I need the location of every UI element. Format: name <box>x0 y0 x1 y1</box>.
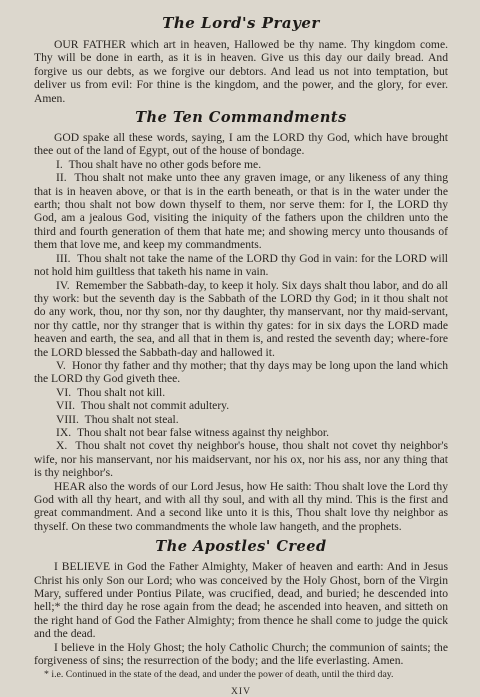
commandment-5 <box>34 359 448 386</box>
commandment-text: Thou shalt not covet thy neighbor's house, thou shalt not covet thy neighbor's wife, nor his manservant, nor his maidservant, nor his ox, nor his ass, nor any thing that is thy neighbor's. <box>34 439 448 480</box>
page-number: XIV <box>231 687 251 697</box>
commandment-text: Honor thy father and thy mother; that thy days may be long upon the land which the LORD thy God giveth thee. <box>34 358 448 386</box>
great-commandment-summary: HEAR also the words of our Lord Jesus, how He saith: Thou shalt love the Lord thy God with all thy heart, and with all thy soul, and with all thy mind. This is the first and great commandment. And a second like unto it is this, Thou shalt love thy neighbor as thyself. On these two commandments the whole law hangeth, and the prophets. <box>34 479 448 533</box>
commandment-3 <box>34 252 448 279</box>
lords-prayer-title: The Lord's Prayer <box>162 14 320 32</box>
commandment-8 <box>34 413 448 426</box>
commandment-num: IX. <box>56 425 72 439</box>
commandment-text: Thou shalt not make unto thee any graven image, or any likeness of any thing that is in heaven above, or that is in the earth beneath, or that is in the water under the earth; thou shalt not bow down thyself to them, nor serve them: for I, the LORD thy God, am a jealous God, visiting the iniquity of the fathers upon the children unto the third and fourth generation of them that hate me; and showing mercy unto thousands of them that love me, and keep my commandments. <box>34 171 449 252</box>
commandment-num: I. <box>56 157 63 171</box>
commandments-intro: GOD spake all these words, saying, I am the LORD thy God, which have brought thee out of the land of Egypt, out of the house of bondage. <box>34 131 448 158</box>
commandment-num: V. <box>56 358 66 372</box>
lords-prayer-text: OUR FATHER which art in heaven, Hallowed be thy name. Thy kingdom come. Thy will be done in earth, as it is in heaven. Give us this day our daily bread. And forgive us our debts, as we forgive our debtors. And lead us not into temptation, but deliver us from evil: For thine is the kingdom, and the power, and the glory, for ever. Amen. <box>34 38 448 105</box>
commandment-num: X. <box>56 439 68 453</box>
creed-footnote: * i.e. Continued in the state of the dead, and under the power of death, until the third day. <box>44 669 394 681</box>
commandments-list <box>34 158 448 480</box>
creed-paragraph-1: I BELIEVE in God the Father Almighty, Maker of heaven and earth: And in Jesus Christ his only Son our Lord; who was conceived by the Holy Ghost, born of the Virgin Mary, suffered under Pontius Pilate, was crucified, dead, and buried; he descended into hell;* the third day he rose again from the dead; he ascended into heaven, and sitteth on the right hand of God the Father Almighty; from thence he shall come to judge the quick and the dead. <box>34 560 448 641</box>
commandment-text: Thou shalt not bear false witness against thy neighbor. <box>76 425 330 439</box>
commandment-10 <box>34 439 448 479</box>
commandment-text: Thou shalt not commit adultery. <box>80 399 230 413</box>
commandment-num: VIII. <box>56 412 79 426</box>
commandment-num: III. <box>56 251 71 265</box>
commandment-7 <box>34 399 448 412</box>
commandment-text: Remember the Sabbath-day, to keep it holy. Six days shalt thou labor, and do all thy work: but the seventh day is the Sabbath of the LORD thy God; in it thou shalt not do any work, thou, nor thy son, nor thy daughter, thy manservant, nor thy maid-servant, nor thy cattle, nor thy stranger that is within thy gates: for in six days the LORD made heaven and earth, the sea, and all that in them is, and rested the seventh day; where-fore the LORD blessed the Sabbath-day and hallowed it. <box>34 278 448 359</box>
ten-commandments-title: The Ten Commandments <box>135 109 347 127</box>
commandment-9 <box>34 426 448 439</box>
commandment-text: Thou shalt have no other gods before me. <box>68 157 262 171</box>
apostles-creed-title: The Apostles' Creed <box>155 538 327 556</box>
creed-paragraph-2: I believe in the Holy Ghost; the holy Catholic Church; the communion of saints; the forgiveness of sins; the resurrection of the body; and the life everlasting. Amen. <box>34 640 448 668</box>
commandment-num: II. <box>56 171 67 185</box>
commandment-num: IV. <box>56 278 70 292</box>
commandment-text: Thou shalt not steal. <box>84 412 179 426</box>
commandment-num: VII. <box>56 399 75 413</box>
commandment-text: Thou shalt not take the name of the LORD thy God in vain: for the LORD will not hold him guiltless that taketh his name in vain. <box>34 251 449 279</box>
commandment-1 <box>34 158 448 171</box>
commandment-4 <box>34 279 448 359</box>
commandment-2 <box>34 171 448 251</box>
commandment-6 <box>34 386 448 399</box>
commandment-num: VI. <box>56 385 72 399</box>
commandment-text: Thou shalt not kill. <box>76 385 166 399</box>
